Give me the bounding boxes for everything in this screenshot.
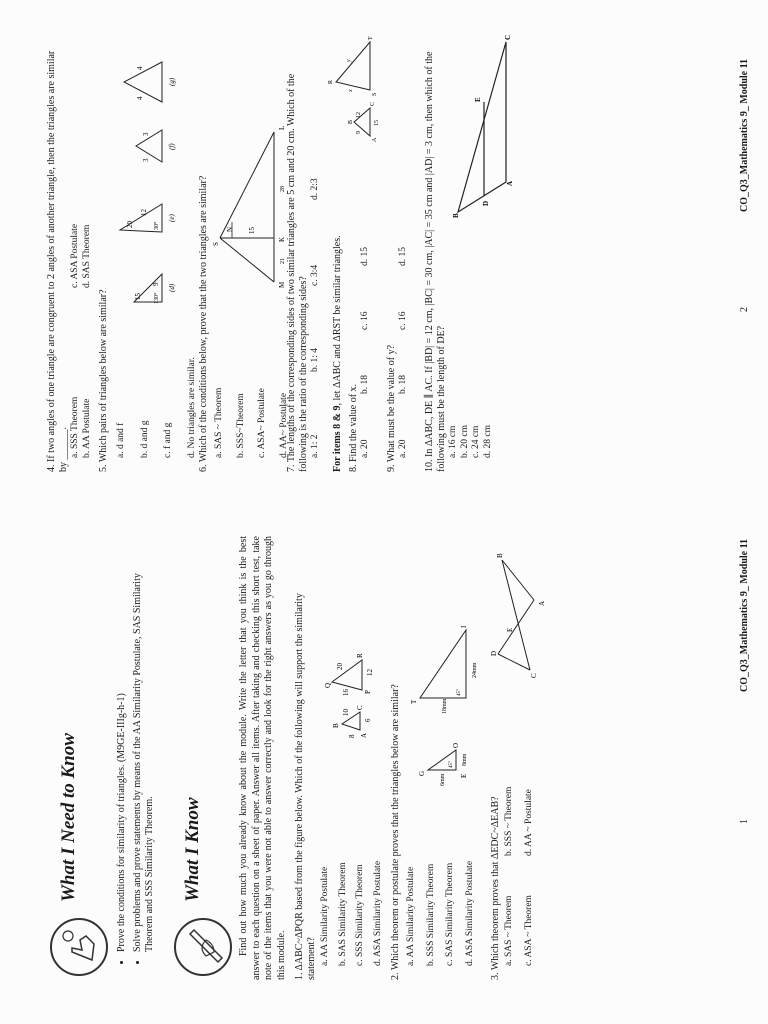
svg-text:16: 16 — [342, 689, 350, 696]
svg-text:28: 28 — [280, 186, 286, 192]
option-b[interactable]: b. SSS ~ Theorem — [504, 786, 514, 856]
svg-text:Q: Q — [324, 682, 332, 688]
svg-text:B: B — [452, 213, 460, 218]
answer-options — [116, 328, 198, 458]
option-d[interactable]: d. 15 — [360, 247, 370, 266]
svg-text:20: 20 — [126, 221, 134, 228]
svg-text:21: 21 — [280, 258, 286, 264]
option-c[interactable]: c. 24 cm — [471, 425, 481, 458]
svg-text:G: G — [418, 770, 426, 776]
svg-text:A: A — [538, 600, 546, 606]
svg-text:E: E — [506, 627, 514, 632]
option-a[interactable]: a. SAS ~ Theorem — [504, 895, 514, 966]
answer-options — [320, 786, 384, 966]
option-c[interactable]: c. f and g — [163, 422, 173, 458]
svg-text:C: C — [530, 673, 538, 678]
option-d[interactable]: d. AA ~ Postulate — [523, 789, 534, 856]
option-a[interactable]: a. SSS Theorem — [70, 396, 80, 458]
answer-options — [504, 736, 535, 966]
question-stem: 6. Which of the conditions below, prove that the two triangles are similar? — [198, 175, 209, 472]
svg-text:15: 15 — [374, 120, 380, 126]
q2-triangles-figure — [400, 530, 486, 790]
svg-text:O: O — [452, 742, 460, 748]
questions-8-9 — [328, 36, 424, 472]
svg-text:M: M — [278, 281, 286, 288]
option-a[interactable]: a. 1: 2 — [310, 434, 320, 458]
svg-text:45°: 45° — [449, 761, 454, 768]
option-b[interactable]: b. SSS Similarity Theorem — [425, 863, 436, 966]
svg-text:20: 20 — [336, 663, 344, 670]
option-d[interactable]: d. 15 — [397, 247, 408, 266]
svg-text:A: A — [506, 180, 514, 186]
option-d[interactable]: d. No triangles are similar. — [186, 357, 197, 458]
svg-text:R: R — [328, 79, 334, 84]
svg-text:S: S — [372, 92, 378, 96]
svg-text:30°: 30° — [154, 221, 160, 230]
svg-text:(f): (f) — [168, 143, 176, 150]
svg-text:12: 12 — [356, 112, 362, 118]
svg-text:(g): (g) — [168, 77, 176, 86]
option-b[interactable]: b. d and g — [139, 420, 150, 458]
option-d[interactable]: d. SAS Theorem — [81, 224, 92, 288]
option-c[interactable]: c. 3:4 — [310, 264, 320, 286]
svg-text:E: E — [474, 97, 482, 102]
option-d[interactable]: d. AA~ Postulate — [278, 392, 289, 458]
svg-text:45°: 45° — [457, 689, 462, 696]
option-c[interactable]: c. SSS Similarity Theorem — [355, 864, 365, 966]
svg-text:B: B — [496, 553, 504, 558]
option-c[interactable]: c. 16 — [397, 311, 408, 330]
question-8-stem: 8. Find the value of x. — [348, 383, 359, 472]
svg-text:T: T — [410, 699, 418, 704]
svg-text:C: C — [504, 34, 512, 40]
question-3 — [490, 536, 550, 980]
svg-text:L: L — [278, 125, 286, 130]
option-b[interactable]: b. 1: 4 — [310, 347, 320, 372]
option-c[interactable]: c. ASA ~ Theorem — [523, 895, 534, 966]
section-title: What I Need to Know — [58, 733, 79, 902]
option-a[interactable]: a. 16 cm — [448, 425, 458, 458]
question-9-stem: 9. What must be the value of y? — [385, 344, 397, 472]
svg-text:D: D — [482, 200, 490, 206]
svg-text:10: 10 — [342, 709, 350, 716]
svg-text:I: I — [460, 625, 468, 628]
hand-pointing-icon — [50, 918, 108, 976]
question-9-options — [398, 40, 410, 458]
svg-text:6: 6 — [364, 718, 372, 722]
question-10 — [424, 34, 514, 472]
page-number: 2 — [739, 307, 750, 312]
option-c[interactable]: c. 16 — [360, 311, 370, 330]
option-b[interactable]: b. 18 — [360, 375, 370, 394]
page-number: 1 — [739, 819, 750, 824]
svg-text:A: A — [372, 137, 378, 142]
svg-text:15: 15 — [134, 293, 142, 300]
option-a[interactable]: a. AA Similarity Postulate — [406, 866, 416, 966]
option-a[interactable]: a. SAS ~ Theorem — [214, 387, 224, 458]
svg-text:8mm: 8mm — [462, 753, 468, 766]
option-d[interactable]: d. ASA Similarity Postulate — [372, 860, 383, 966]
svg-text:18mm: 18mm — [442, 698, 448, 714]
question-4 — [46, 40, 98, 472]
question-6 — [198, 40, 289, 472]
page-footer: CO_Q3_Mathematics 9_ Module 11 — [739, 58, 750, 212]
items-8-9-label: For items 8 & 9 — [332, 405, 343, 472]
svg-text:y: y — [346, 59, 352, 62]
svg-text:12: 12 — [366, 669, 374, 676]
option-b[interactable]: b. SAS Similarity Theorem — [337, 862, 348, 966]
svg-text:130°: 130° — [154, 292, 160, 304]
question-stem: 5. Which pairs of triangles below are similar? — [98, 289, 109, 472]
svg-text:E: E — [460, 773, 468, 778]
option-d[interactable]: d. 2:3 — [310, 178, 320, 200]
svg-text:N: N — [226, 226, 234, 232]
svg-text:6mm: 6mm — [440, 773, 446, 786]
q1-triangles-figure — [320, 552, 386, 752]
option-b[interactable]: b. 20 cm — [459, 425, 470, 458]
svg-text:C: C — [370, 101, 376, 106]
items-8-9-text: , let ΔABC and ΔRST be similar triangles. — [332, 235, 343, 406]
svg-text:x: x — [348, 89, 354, 92]
question-stem: 4. If two angles of one triangle are congruent to 2 angles of another triangle, then the triangles are similar by ______. — [46, 50, 69, 472]
section-title: What I Know — [182, 797, 203, 902]
svg-text:15: 15 — [248, 227, 256, 234]
svg-text:4: 4 — [136, 96, 144, 100]
svg-text:A: A — [360, 732, 368, 738]
svg-text:4: 4 — [136, 66, 144, 70]
question-stem: 7. The lengths of the corresponding sides of two similar triangles are 5 cm and 20 cm. Which of the following is the ratio of the corresponding sides? — [286, 73, 309, 472]
option-c[interactable]: c. SAS Similarity Theorem — [445, 862, 455, 966]
svg-text:9: 9 — [356, 131, 362, 134]
option-d[interactable]: d. ASA Similarity Postulate — [464, 860, 475, 966]
q8-9-triangles-figure — [312, 32, 382, 142]
svg-text:8: 8 — [348, 734, 356, 738]
pencil-hand-icon — [174, 918, 232, 976]
option-a[interactable]: a. 20 — [360, 439, 370, 458]
objectives-list — [116, 536, 156, 970]
svg-text:3: 3 — [142, 132, 150, 136]
answer-options — [214, 328, 290, 458]
svg-text:(e): (e) — [168, 214, 176, 222]
svg-text:T: T — [368, 36, 374, 40]
option-d[interactable]: d. 28 cm — [482, 425, 493, 458]
svg-text:S: S — [212, 242, 220, 246]
option-a[interactable]: a. 20 — [397, 439, 408, 458]
svg-text:3: 3 — [142, 158, 150, 162]
option-b[interactable]: b. 18 — [397, 375, 408, 394]
objective-item: • Solve problems and prove statements by means of the AA Similarity Postulate, SAS Similarity Theorem and SSS Similarity Theorem. — [132, 536, 156, 952]
q6-triangles-figure — [210, 102, 286, 302]
question-stem: 1. ΔABC~ΔPQR based from the figure below. Which of the following will support the similarity statement? — [294, 593, 317, 980]
option-a[interactable]: a. AA Similarity Postulate — [320, 866, 330, 966]
option-b[interactable]: b. SSS~Theorem — [235, 393, 246, 458]
svg-text:24mm: 24mm — [472, 662, 478, 678]
instructions-paragraph: Find out how much you already know about the module. Write the letter that you think is the best answer to each question on a sheet of paper. Answer all items. After taking and checking this short test, take note of the items that you were not able to answer correctly and look for the right answers as you go through this module. — [238, 536, 287, 980]
option-c[interactable]: c. ASA Postulate — [70, 223, 80, 288]
svg-text:D: D — [490, 650, 498, 656]
svg-text:12: 12 — [140, 209, 148, 216]
section-what-i-need-to-know — [50, 536, 110, 980]
svg-text:B: B — [332, 723, 340, 728]
svg-text:C: C — [356, 705, 364, 710]
page-1 — [0, 512, 768, 1024]
svg-text:R: R — [356, 653, 364, 658]
svg-text:P: P — [364, 690, 372, 694]
question-2 — [390, 536, 486, 980]
question-5 — [98, 40, 198, 472]
option-a[interactable]: a. d and f — [116, 422, 126, 458]
q10-triangle-figure — [448, 32, 512, 222]
svg-text:9: 9 — [152, 282, 160, 286]
svg-text:(d): (d) — [168, 283, 176, 292]
option-b[interactable]: b. AA Postulate — [81, 398, 92, 458]
svg-text:K: K — [278, 236, 286, 242]
question-1 — [294, 536, 386, 980]
answer-options — [70, 158, 93, 458]
answer-options — [406, 786, 476, 966]
question-stem: 2. Which theorem or postulate proves that the triangles below are similar? — [390, 684, 401, 980]
q3-triangles-figure — [490, 540, 550, 680]
page-footer: CO_Q3_Mathematics 9_ Module 11 — [739, 538, 750, 692]
q5-triangles-figure — [110, 32, 178, 312]
section-what-i-know — [174, 536, 234, 980]
objective-item: • Prove the conditions for similarity of triangles. (M9GE-IIIg-h-1) — [116, 536, 128, 952]
question-stem: 3. Which theorem proves that ΔEDC~ΔEAB? — [490, 796, 501, 980]
svg-text:B: B — [348, 119, 354, 124]
option-c[interactable]: c. ASA~ Postulate — [257, 388, 267, 458]
question-stem: 10. In ΔABC, DE ∥ AC. If |BD| = 12 cm, |BC| = 30 cm, |AC| = 35 cm and |AD| = 3 cm, then which of the following must be the length of DE? — [424, 51, 447, 472]
